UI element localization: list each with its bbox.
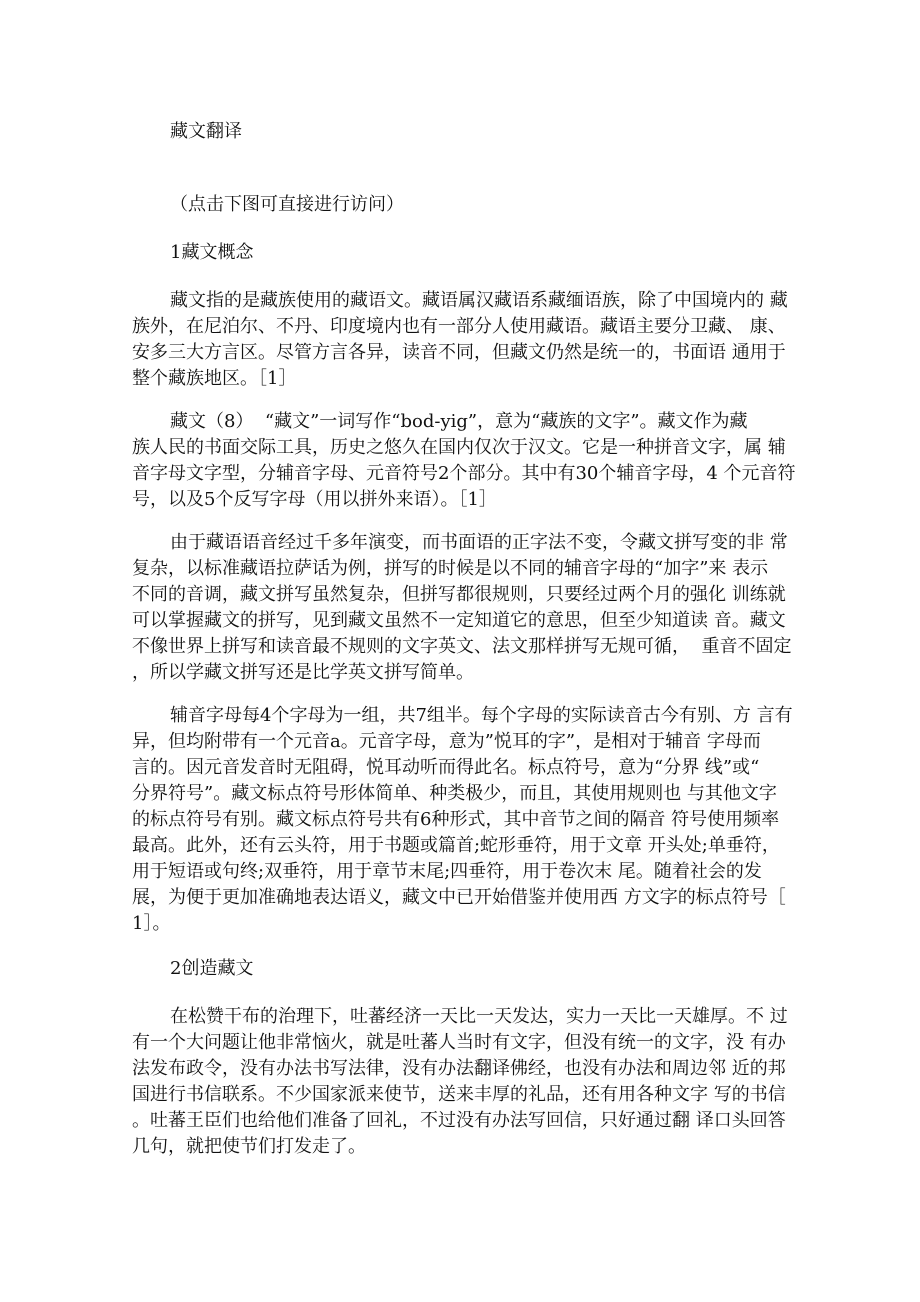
access-note: （点击下图可直接进行访问） <box>170 194 404 215</box>
paragraph-line: 可以掌握藏文的拼写，见到藏文虽然不一定知道它的意思，但至少知道读 音。藏文 <box>132 610 786 631</box>
paragraph-line: 国进行书信联系。不少国家派来使节，送来丰厚的礼品，还有用各种文字 写的书信 <box>132 1084 786 1105</box>
section-heading: 2创造藏文 <box>170 958 254 979</box>
paragraph-line: 音字母文字型，分辅音字母、元音符号2个部分。其中有30个辅音字母，4 个元音符 <box>132 463 796 484</box>
paragraph-line: 。吐蕃王臣们也给他们准备了回礼，不过没有办法写回信，只好通过翻 译口头回答 <box>132 1110 786 1131</box>
section-heading: 1藏文概念 <box>170 242 254 263</box>
page-title: 藏文翻译 <box>170 121 242 142</box>
paragraph-line: 整个藏族地区。［1］ <box>132 368 297 389</box>
paragraph-line: 分界符号”。藏文标点符号形体简单、种类极少，而且，其使用规则也 与其他文字 <box>132 783 777 804</box>
paragraph-line: 几句，就把使节们打发走了。 <box>132 1136 366 1157</box>
paragraph-line: 由于藏语语音经过千多年演变，而书面语的正字法不变，令藏文拼写变的非 常 <box>170 532 788 553</box>
paragraph-line: 最高。此外，还有云头符，用于书题或篇首;蛇形垂符，用于文章 开头处;单垂符， <box>132 835 780 856</box>
paragraph-line: 的标点符号有别。藏文标点符号共有6种形式，其中音节之间的隔音 符号使用频率 <box>132 809 780 830</box>
paragraph-line: 藏文指的是藏族使用的藏语文。藏语属汉藏语系藏缅语族，除了中国境内的 藏 <box>170 290 788 311</box>
paragraph-line: 藏文（8） “藏文”一词写作“bod-yig”，意为“藏族的文字”。藏文作为藏 <box>170 411 748 432</box>
paragraph-line: 异，但均附带有一个元音a。元音字母，意为”悦耳的字”，是相对于辅音 字母而 <box>132 731 761 752</box>
paragraph-line: 不像世界上拼写和读音最不规则的文字英文、法文那样拼写无规可循， 重音不固定 <box>132 636 792 657</box>
paragraph-line: 用于短语或句终;双垂符，用于章节末尾;四垂符，用于卷次末 尾。随着社会的发 <box>132 861 762 882</box>
paragraph-line: 号，以及5个反写字母（用以拼外来语）。［1］ <box>132 489 497 510</box>
paragraph-line: 有一个大问题让他非常恼火，就是吐蕃人当时有文字，但没有统一的文字，没 有办 <box>132 1032 786 1053</box>
paragraph-line: 在松赞干布的治理下，吐蕃经济一天比一天发达，实力一天比一天雄厚。不 过 <box>170 1006 788 1027</box>
paragraph-line: 展，为便于更加准确地表达语义，藏文中已开始借鉴并使用西 方文字的标点符号［ <box>132 887 786 908</box>
paragraph-line: 言的。因元音发音时无阻碍，悦耳动听而得此名。标点符号，意为“分界 线”或“ <box>132 757 760 778</box>
paragraph-line: ，所以学藏文拼写还是比学英文拼写简单。 <box>132 662 474 683</box>
paragraph-line: 安多三大方言区。尽管方言各异，读音不同，但藏文仍然是统一的，书面语 通用于 <box>132 342 786 363</box>
paragraph-line: 不同的音调，藏文拼写虽然复杂，但拼写都很规则，只要经过两个月的强化 训练就 <box>132 584 786 605</box>
paragraph-line: 1］。 <box>132 913 171 934</box>
paragraph-line: 族外，在尼泊尔、不丹、印度境内也有一部分人使用藏语。藏语主要分卫藏、 康、 <box>132 316 786 337</box>
paragraph-line: 族人民的书面交际工具，历史之悠久在国内仅次于汉文。它是一种拼音文字，属 辅 <box>132 437 786 458</box>
paragraph-line: 复杂，以标准藏语拉萨话为例，拼写的时候是以不同的辅音字母的“加字”来 表示 <box>132 558 769 579</box>
paragraph-line: 辅音字母每4个字母为一组，共7组半。每个字母的实际读音古今有别、方 言有 <box>170 705 793 726</box>
paragraph-line: 法发布政令，没有办法书写法律，没有办法翻译佛经，也没有办法和周边邻 近的邦 <box>132 1058 786 1079</box>
